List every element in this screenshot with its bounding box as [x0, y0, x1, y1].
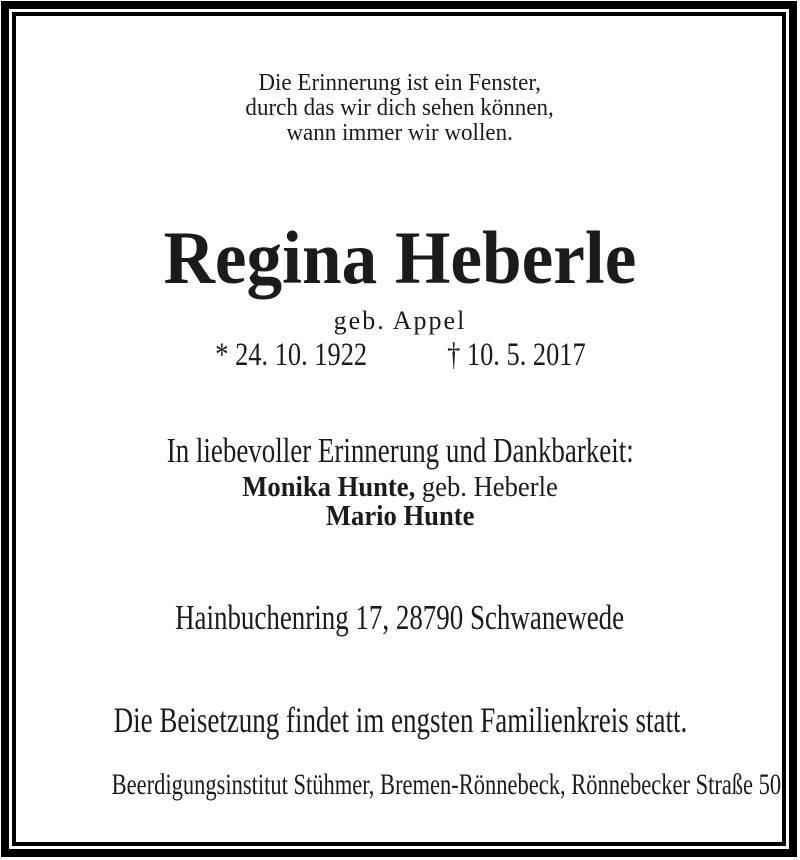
memorial-verse — [0, 71, 800, 146]
funeral-home-line: Beerdigungsinstitut Stühmer, Bremen-Rönnebeck, Rönnebecker Straße 50 — [111, 768, 782, 801]
mourner-first-suffix: geb. Heberle — [415, 472, 558, 503]
maiden-name: geb. Appel — [333, 306, 467, 335]
verse-line-3: wann immer wir wollen. — [286, 120, 514, 146]
address-line: Hainbuchenring 17, 28790 Schwanewede — [175, 598, 625, 637]
mourning-intro: In liebevoller Erinnerung und Dankbarkeit: — [166, 431, 634, 470]
funeral-note: Die Beisetzung findet im engsten Familienkreis statt. — [113, 700, 687, 740]
deceased-name: Regina Heberle — [163, 217, 637, 300]
mourner-second: Mario Hunte — [325, 501, 475, 532]
mourner-first — [0, 474, 800, 502]
mourner-first-name: Monika Hunte, — [242, 472, 416, 503]
death-date: † 10. 5. 2017 — [446, 337, 586, 373]
verse-line-2: durch das wir dich sehen können, — [245, 95, 555, 121]
life-dates — [0, 339, 800, 372]
birth-date: * 24. 10. 1922 — [214, 337, 367, 373]
verse-line-1: Die Erinnerung ist ein Fenster, — [258, 70, 542, 96]
